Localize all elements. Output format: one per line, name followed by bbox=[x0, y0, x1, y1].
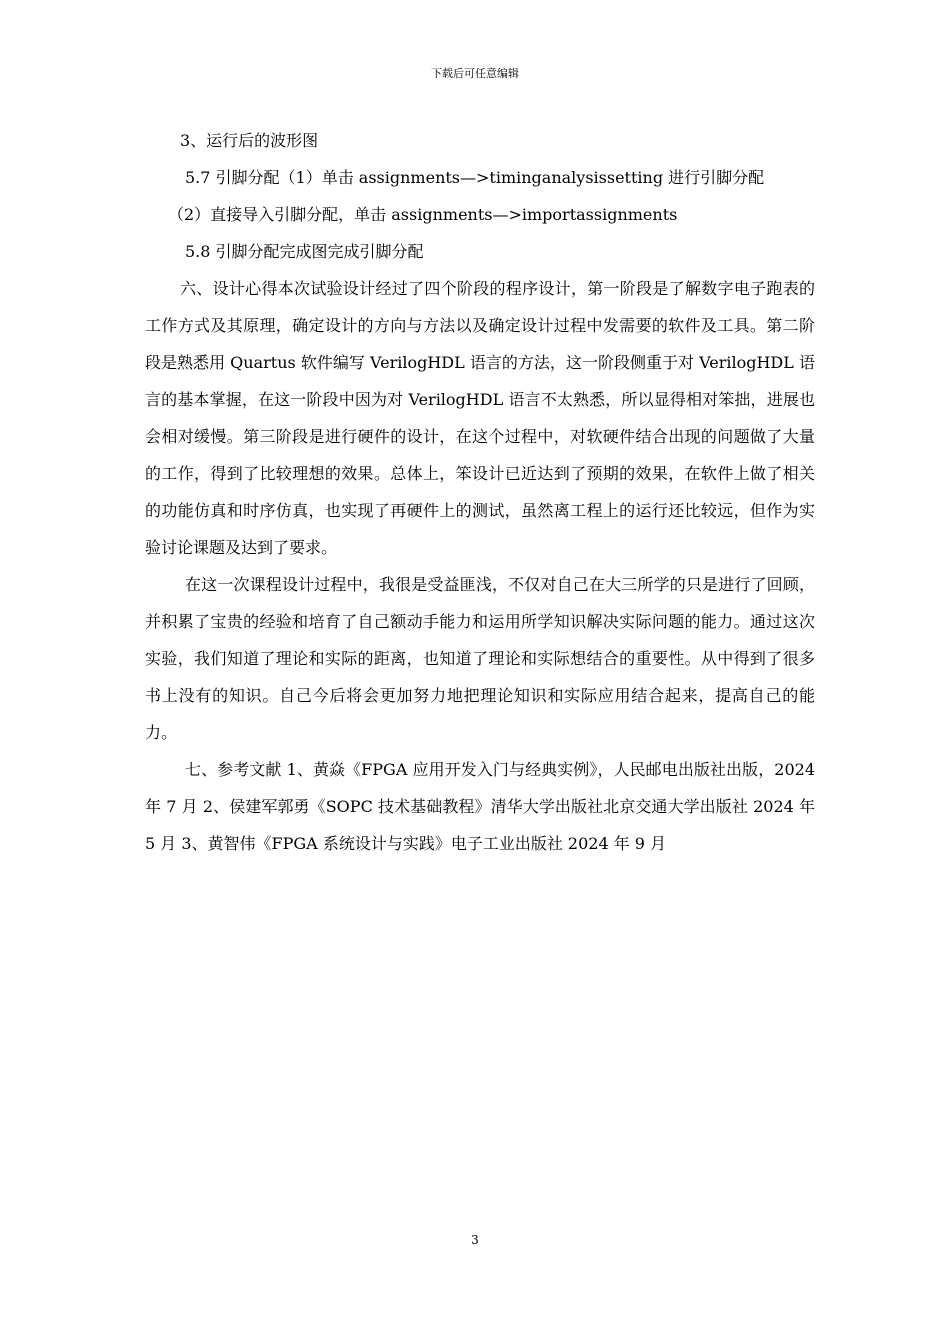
paragraph-pin-assignment-step1: 5.7 引脚分配（1）单击 assignments—>timinganalysissetting 进行引脚分配 bbox=[185, 168, 765, 187]
document-body bbox=[145, 122, 815, 862]
paragraph-pin-assignment-complete: 5.8 引脚分配完成图完成引脚分配 bbox=[185, 242, 424, 261]
paragraph-waveform: 3、运行后的波形图 bbox=[180, 131, 319, 150]
paragraph-design-experience: 六、设计心得本次试验设计经过了四个阶段的程序设计，第一阶段是了解数字电子跑表的工作方式及其原理，确定设计的方向与方法以及确定设计过程中发需要的软件及工具。第二阶段是熟悉用 Quartus 软件编写 VerilogHDL 语言的方法，这一阶段侧重于对 VerilogHDL 语言的基本掌握，在这一阶段中因为对 VerilogHDL 语言不太熟悉，所以显得相对笨拙，进展也会相对缓慢。第三阶段是进行硬件的设计，在这个过程中，对软硬件结合出现的问题做了大量的工作，得到了比较理想的效果。总体上，笨设计已近达到了预期的效果，在软件上做了相关的功能仿真和时序仿真，也实现了再硬件上的测试，虽然离工程上的运行还比较远，但作为实验讨论课题及达到了要求。 bbox=[145, 279, 815, 557]
paragraph-references: 七、参考文献 1、黄焱《FPGA 应用开发入门与经典实例》，人民邮电出版社出版，2024 年 7 月 2、侯建军郭勇《SOPC 技术基础教程》清华大学出版社北京交通大学出版社 2024 年 5 月 3、黄智伟《FPGA 系统设计与实践》电子工业出版社 2024 年 9 月 bbox=[145, 760, 815, 853]
paragraph-reflection: 在这一次课程设计过程中，我很是受益匪浅，不仅对自己在大三所学的只是进行了回顾，并积累了宝贵的经验和培育了自己额动手能力和运用所学知识解决实际问题的能力。通过这次实验，我们知道了理论和实际的距离，也知道了理论和实际想结合的重要性。从中得到了很多书上没有的知识。自己今后将会更加努力地把理论知识和实际应用结合起来，提高自己的能力。 bbox=[145, 575, 815, 742]
page-number: 3 bbox=[471, 1233, 479, 1247]
paragraph-pin-assignment-step2: （2）直接导入引脚分配，单击 assignments—>importassignments bbox=[168, 205, 678, 224]
page-header: 下载后可任意编辑 bbox=[431, 67, 519, 80]
